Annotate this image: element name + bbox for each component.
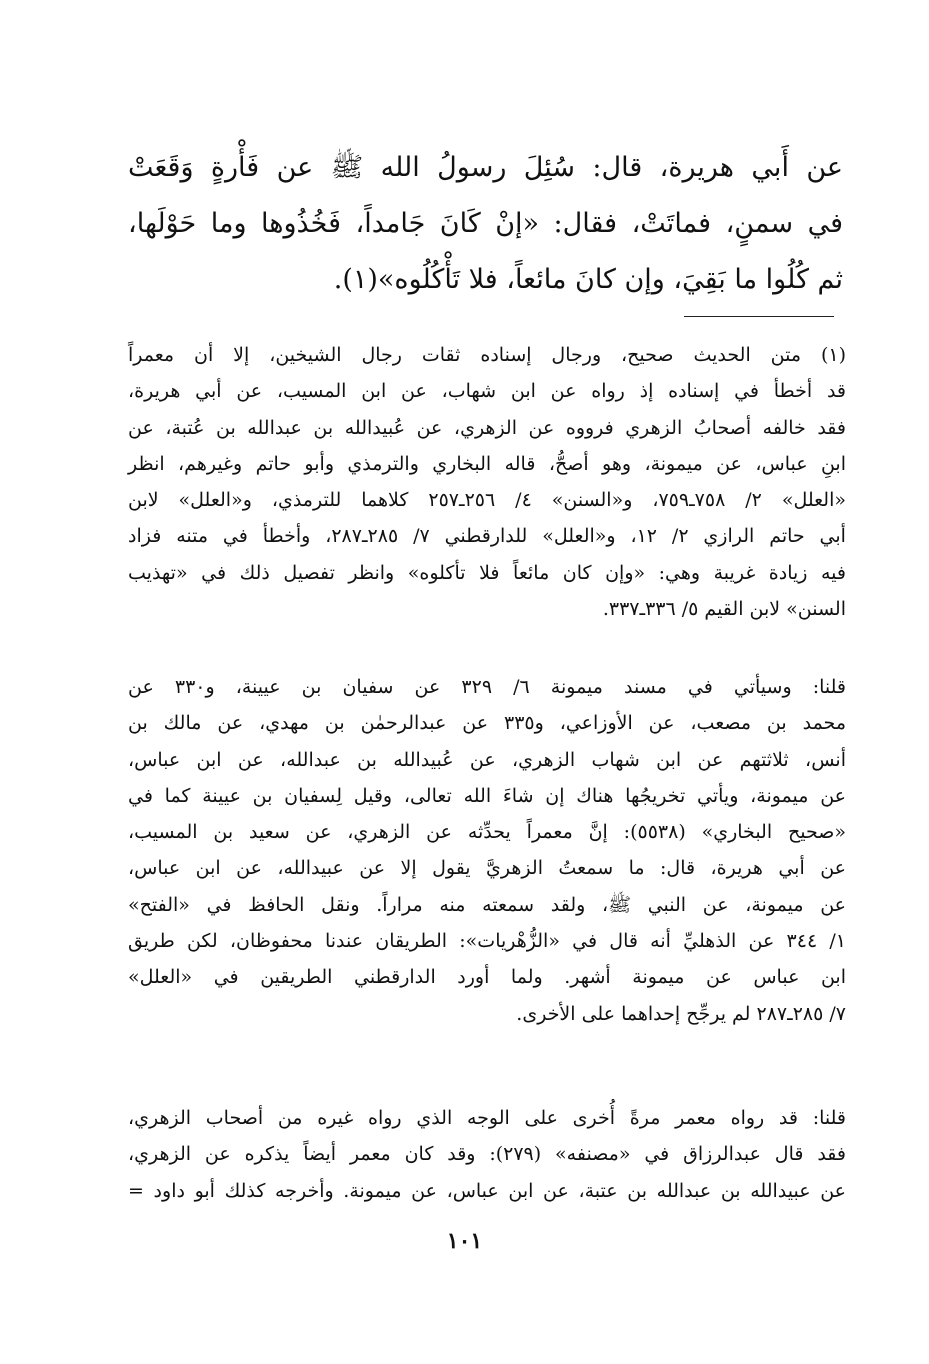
- footnote-line: (١) متن الحديث صحيح، ورجال إسناده ثقات رجال الشيخين، إلا أن معمراً: [128, 344, 846, 366]
- footnote-line: السنن» لابن القيم ٥/ ٣٣٦ـ٣٣٧.: [602, 598, 846, 621]
- footnote-1: [128, 337, 846, 627]
- footnote-commentary-2: [128, 1100, 846, 1209]
- hadith-main-text: [128, 140, 843, 308]
- footnote-line: أنس، ثلاثتهم عن ابن شهاب الزهري، عن عُبيدالله بن عبدالله، عن ابن عباس،: [128, 748, 846, 771]
- footnote-line: قد أخطأ في إسناده إذ رواه عن ابن شهاب، عن ابن المسيب، عن أبي هريرة،: [128, 380, 846, 403]
- footnote-line: قلنا: قد رواه معمر مرةً أُخرى على الوجه الذي رواه غيره من أصحاب الزهري،: [128, 1107, 846, 1129]
- footnote-line: عن أبي هريرة، قال: ما سمعتُ الزهريَّ يقول إلا عن عبيدالله، عن ابن عباس،: [128, 857, 846, 880]
- footnote-line: ٧/ ٢٨٥ـ٢٨٧ لم يرجِّح إحداهما على الأخرى.: [516, 1002, 846, 1025]
- main-text-line: عن أَبي هريرة، قال: سُئِلَ رسولُ الله ﷺ عن فَأْرةٍ وَقَعَتْ: [128, 152, 843, 183]
- footnote-line: ابن عباس عن ميمونة أشهر. ولما أورد الدارقطني الطريقين في «العلل»: [128, 966, 846, 989]
- footnote-line: أبي حاتم الرازي ٢/ ١٢، و«العلل» للدارقطني ٧/ ٢٨٥ـ٢٨٧، وأخطأ في متنه فزاد: [128, 525, 846, 548]
- main-text-line: في سمنٍ، فماتَتْ، فقال: «إنْ كَانَ جَامداً، فَخُذُوها وما حَوْلَها،: [128, 208, 843, 239]
- footnote-line: فيه زيادة غريبة وهي: «وإن كان مائعاً فلا تأكلوه» وانظر تفصيل ذلك في «تهذيب: [128, 561, 846, 584]
- footnote-line: محمد بن مصعب، عن الأوزاعي، و٣٣٥ عن عبدالرحمٰن بن مهدي، عن مالك بن: [128, 712, 846, 735]
- footnote-line: ابنِ عباس، عن ميمونة، وهو أصحُّ، قاله البخاري والترمذي وأبو حاتم وغيرهم، انظر: [128, 452, 846, 475]
- footnote-commentary-1: [128, 669, 846, 1032]
- footnote-line: «صحيح البخاري» (٥٥٣٨): إنَّ معمراً يحدِّثه عن الزهري، عن سعيد بن المسيب،: [128, 821, 846, 844]
- footnote-line: فقد قال عبدالرزاق في «مصنفه» (٢٧٩): وقد كان معمر أيضاً يذكره عن الزهري،: [128, 1143, 846, 1166]
- footnote-line: فقد خالفه أصحابُ الزهري فرووه عن الزهري، عن عُبيدالله بن عبدالله بن عُتبة، عن: [128, 416, 846, 439]
- footnote-line: «العلل» ٢/ ٧٥٨ـ٧٥٩، و«السنن» ٤/ ٢٥٦ـ٢٥٧ كلاهما للترمذي، و«العلل» لابن: [128, 489, 846, 512]
- footnote-line: عن عبيدالله بن عبدالله بن عتبة، عن ابن عباس، عن ميمونة. وأخرجه كذلك أبو داود =: [128, 1179, 846, 1202]
- main-text-line: ثم كُلُوا ما بَقِيَ، وإن كانَ مائعاً، فلا تَأْكُلُوه»(١).: [333, 264, 843, 295]
- footnote-line: قلنا: وسيأتي في مسند ميمونة ٦/ ٣٢٩ عن سفيان بن عيينة، و٣٣٠ عن: [128, 676, 846, 698]
- footnote-line: عن ميمونة، عن النبي ﷺ، ولقد سمعته منه مراراً. ونقل الحافظ في «الفتح»: [128, 893, 846, 916]
- footnote-line: عن ميمونة، ويأتي تخريجُها هناك إن شاءَ الله تعالى، وقيل لِسفيان بن عيينة كما في: [128, 784, 846, 807]
- footnote-line: ١/ ٣٤٤ عن الذهليِّ أنه قال في «الزُّهْريات»: الطريقان عندنا محفوظان، لكن طريق: [128, 930, 846, 953]
- page-number: ١٠١: [446, 1228, 483, 1254]
- footnote-separator: [684, 316, 834, 317]
